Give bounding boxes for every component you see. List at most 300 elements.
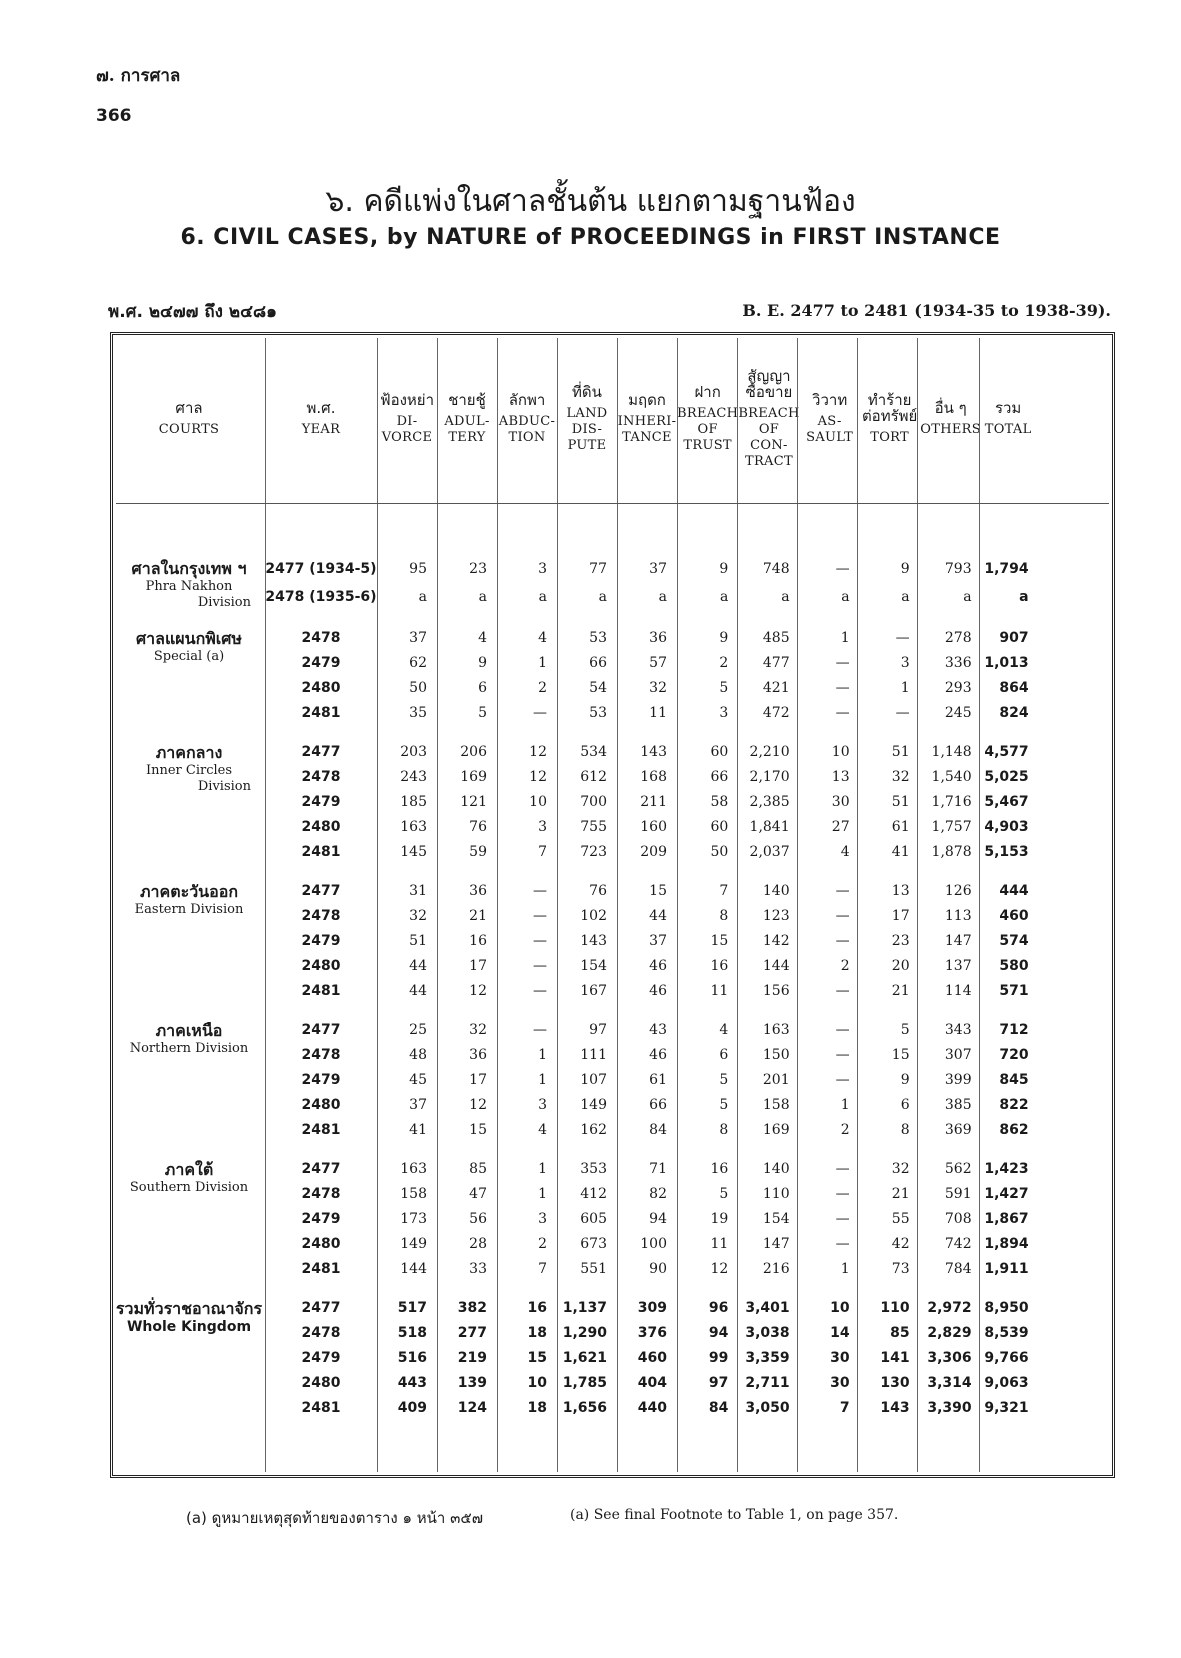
value-cell: 15 [710, 932, 729, 949]
total-cell: 1,867 [984, 1210, 1029, 1227]
year-cell: 2478 [301, 907, 341, 924]
value-cell: 37 [649, 561, 667, 577]
value-cell: 21 [469, 907, 487, 924]
value-cell: 382 [457, 1299, 487, 1316]
value-cell: 3 [719, 704, 729, 721]
total-cell: 8,950 [984, 1299, 1029, 1316]
court-name-thai: ภาคเหนือ [155, 1021, 223, 1040]
value-cell: 30 [830, 1374, 850, 1391]
total-cell: 862 [999, 1121, 1029, 1138]
value-cell: 12 [710, 1260, 729, 1277]
court-name-thai: ภาคตะวันออก [139, 882, 239, 901]
value-cell: 2,037 [749, 843, 790, 860]
table-grid [113, 335, 1035, 1420]
value-cell: 2,170 [749, 768, 790, 785]
value-cell: 1 [538, 1185, 547, 1202]
spacer-cell [113, 503, 1035, 555]
year-cell: 2481 [301, 1399, 341, 1416]
value-cell: 77 [589, 561, 607, 577]
total-cell: 9,766 [984, 1349, 1029, 1366]
value-cell: 17 [891, 907, 910, 924]
value-cell: 163 [762, 1021, 790, 1038]
total-cell: 1,013 [984, 654, 1029, 671]
value-cell: 158 [400, 1185, 427, 1202]
value-cell: a [658, 589, 667, 605]
value-cell: 36 [649, 629, 667, 646]
value-cell: 2 [538, 679, 547, 696]
value-cell: 55 [891, 1210, 910, 1227]
total-cell: 5,467 [984, 793, 1029, 810]
value-cell: 144 [400, 1260, 427, 1277]
column-header [617, 335, 677, 503]
value-cell: 203 [400, 743, 427, 760]
value-cell: 2,972 [927, 1299, 972, 1316]
group-spacer [113, 725, 1035, 739]
value-cell: 60 [710, 743, 729, 760]
value-cell: 137 [944, 957, 972, 974]
court-name-thai: รวมทั่วราชอาณาจักร [115, 1299, 263, 1318]
value-cell: 517 [397, 1299, 427, 1316]
table-row [113, 625, 1035, 650]
title-thai: ๖. คดีแพ่งในศาลชั้นต้น แยกตามฐานฟ้อง [325, 184, 856, 219]
value-cell: a [781, 589, 790, 605]
value-cell: 56 [469, 1210, 487, 1227]
total-cell: 580 [999, 957, 1029, 974]
table-row [113, 555, 1035, 583]
value-cell: 28 [469, 1235, 487, 1252]
total-cell: 5,153 [984, 843, 1029, 860]
value-cell: 84 [708, 1399, 729, 1416]
total-cell: 1,894 [984, 1235, 1029, 1252]
value-cell: 6 [900, 1096, 910, 1113]
value-cell: 9 [900, 1071, 910, 1088]
court-name-english: Whole Kingdom [126, 1319, 252, 1335]
value-cell: — [533, 882, 547, 899]
value-cell: 5 [719, 679, 729, 696]
column-header-english: ADUL-TERY [444, 414, 490, 445]
value-cell: 1 [840, 1260, 850, 1277]
value-cell: 7 [538, 843, 547, 860]
chapter-heading: ๗. การศาล [96, 66, 181, 86]
value-cell: 76 [469, 818, 487, 835]
value-cell: 243 [400, 768, 427, 785]
value-cell: — [895, 629, 910, 646]
value-cell: 7 [839, 1399, 850, 1416]
value-cell: 8 [719, 1121, 729, 1138]
value-cell: 32 [409, 907, 427, 924]
value-cell: a [418, 589, 427, 605]
value-cell: 3 [538, 1096, 547, 1113]
value-cell: 1,621 [562, 1349, 607, 1366]
value-cell: 141 [880, 1349, 910, 1366]
column-divider [677, 338, 678, 1472]
court-name-english: Inner Circles [145, 763, 233, 778]
value-cell: 110 [880, 1299, 910, 1316]
value-cell: 1,148 [931, 743, 972, 760]
value-cell: 44 [409, 957, 427, 974]
value-cell: 1 [840, 1096, 850, 1113]
group-spacer [113, 611, 1035, 625]
value-cell: 219 [457, 1349, 487, 1366]
column-header-english: YEAR [301, 422, 341, 437]
court-name-english-line2: Division [197, 779, 251, 794]
year-cell: 2481 [301, 1121, 341, 1138]
value-cell: 3,050 [745, 1399, 790, 1416]
value-cell: 591 [944, 1185, 972, 1202]
table-row [113, 1017, 1035, 1042]
value-cell: 158 [762, 1096, 790, 1113]
value-cell: — [835, 882, 850, 899]
value-cell: 376 [637, 1324, 667, 1341]
value-cell: 460 [637, 1349, 667, 1366]
column-header [677, 335, 738, 503]
value-cell: 1,137 [562, 1299, 607, 1316]
value-cell: — [533, 932, 547, 949]
court-name-cell [113, 1295, 265, 1420]
value-cell: 2,711 [745, 1374, 790, 1391]
value-cell: 4 [538, 1121, 547, 1138]
value-cell: 1,540 [931, 768, 972, 785]
value-cell: — [835, 1210, 850, 1227]
year-cell: 2478 [301, 1324, 341, 1341]
value-cell: 156 [762, 982, 790, 999]
value-cell: 41 [409, 1121, 427, 1138]
value-cell: 44 [409, 982, 427, 999]
value-cell: a [841, 589, 850, 605]
value-cell: 33 [469, 1260, 487, 1277]
value-cell: 13 [891, 882, 910, 899]
value-cell: 421 [762, 679, 790, 696]
value-cell: 2,385 [749, 793, 790, 810]
value-cell: 43 [649, 1021, 667, 1038]
value-cell: a [538, 589, 547, 605]
value-cell: — [835, 1046, 850, 1063]
court-name-english: Phra Nakhon [145, 579, 233, 594]
value-cell: 66 [649, 1096, 667, 1113]
value-cell: 85 [469, 1160, 487, 1177]
column-header-thai: มฤดก [628, 391, 666, 409]
value-cell: 605 [580, 1210, 607, 1227]
value-cell: 110 [762, 1185, 790, 1202]
year-cell: 2480 [301, 818, 341, 835]
column-header [982, 335, 1035, 503]
value-cell: 3,359 [745, 1349, 790, 1366]
value-cell: — [835, 1235, 850, 1252]
value-cell: 3,401 [745, 1299, 790, 1316]
court-name-english: Southern Division [129, 1180, 249, 1195]
value-cell: 518 [397, 1324, 427, 1341]
total-cell: 4,577 [984, 743, 1029, 760]
column-divider [377, 338, 378, 1472]
value-cell: 60 [710, 818, 729, 835]
value-cell: 10 [830, 1299, 850, 1316]
value-cell: 399 [944, 1071, 972, 1088]
value-cell: 562 [944, 1160, 972, 1177]
value-cell: 201 [762, 1071, 790, 1088]
column-divider [857, 338, 858, 1472]
value-cell: 31 [409, 882, 427, 899]
value-cell: 99 [708, 1349, 729, 1366]
column-header-thai: พ.ศ. [306, 399, 336, 417]
value-cell: 123 [762, 907, 790, 924]
value-cell: 140 [762, 1160, 790, 1177]
group-spacer [113, 503, 1035, 555]
court-name-english: Special (a) [153, 649, 225, 664]
court-name-thai: ศาลในกรุงเทพ ฯ [131, 559, 247, 578]
column-header-thai: ที่ดิน [572, 383, 602, 401]
court-name-cell [113, 625, 265, 725]
value-cell: 477 [762, 654, 790, 671]
court-name-english: Eastern Division [134, 902, 244, 917]
value-cell: 143 [640, 743, 667, 760]
value-cell: 404 [637, 1374, 667, 1391]
value-cell: 3 [538, 818, 547, 835]
column-header [800, 335, 860, 503]
value-cell: 25 [409, 1021, 427, 1038]
column-header-english: INHERI-TANCE [617, 414, 677, 445]
value-cell: 10 [527, 1374, 547, 1391]
column-header [557, 335, 617, 503]
value-cell: 742 [944, 1235, 972, 1252]
footnote-thai: (a) ดูหมายเหตุสุดท้ายของตาราง ๑ หน้า ๓๕๗ [186, 1509, 483, 1527]
total-cell: 460 [999, 907, 1029, 924]
value-cell: 46 [649, 1046, 667, 1063]
total-cell: 5,025 [984, 768, 1029, 785]
table-row [113, 739, 1035, 764]
value-cell: 784 [944, 1260, 972, 1277]
column-header [377, 335, 437, 503]
value-cell: — [835, 1185, 850, 1202]
column-divider [557, 338, 558, 1472]
table-body [113, 503, 1035, 1420]
value-cell: 6 [719, 1046, 729, 1063]
value-cell: 97 [589, 1021, 607, 1038]
value-cell: 23 [469, 561, 487, 577]
value-cell: 50 [409, 679, 427, 696]
year-cell: 2480 [301, 957, 341, 974]
value-cell: 12 [529, 768, 547, 785]
value-cell: 277 [457, 1324, 487, 1341]
column-header-english: OTHERS [920, 422, 981, 437]
value-cell: — [533, 982, 547, 999]
value-cell: 51 [409, 932, 427, 949]
value-cell: 59 [469, 843, 487, 860]
value-cell: 142 [762, 932, 790, 949]
total-cell: 1,911 [984, 1260, 1029, 1277]
value-cell: 50 [710, 843, 729, 860]
year-cell: 2481 [301, 704, 341, 721]
table-row [113, 878, 1035, 903]
value-cell: — [835, 679, 850, 696]
court-name-thai: ภาคกลาง [155, 743, 223, 762]
value-cell: 61 [891, 818, 910, 835]
value-cell: 82 [649, 1185, 667, 1202]
total-cell: 444 [999, 882, 1029, 899]
year-cell: 2478 [301, 629, 341, 646]
year-cell: 2479 [301, 1210, 341, 1227]
value-cell: 3 [900, 654, 910, 671]
spacer-cell [113, 725, 1035, 739]
value-cell: 472 [762, 704, 790, 721]
year-cell: 2479 [301, 932, 341, 949]
spacer-cell [113, 611, 1035, 625]
year-cell: 2479 [301, 654, 341, 671]
value-cell: 534 [580, 743, 607, 760]
year-cell: 2478 (1935-6) [265, 589, 377, 605]
value-cell: 9 [719, 629, 729, 646]
value-cell: 62 [409, 654, 427, 671]
value-cell: 16 [710, 957, 729, 974]
column-header [113, 335, 265, 503]
column-header-english: BREACH OF CON-TRACT [738, 406, 800, 469]
value-cell: 612 [580, 768, 607, 785]
spacer-cell [113, 1281, 1035, 1295]
value-cell: 10 [529, 793, 547, 810]
table-row [113, 1295, 1035, 1320]
value-cell: 10 [831, 743, 850, 760]
value-cell: 3,314 [927, 1374, 972, 1391]
value-cell: 95 [409, 561, 427, 577]
value-cell: 793 [944, 561, 972, 577]
title-english: 6. CIVIL CASES, by NATURE of PROCEEDINGS in FIRST INSTANCE [180, 225, 1001, 250]
column-header-english: TOTAL [984, 422, 1032, 437]
value-cell: 163 [400, 1160, 427, 1177]
group-spacer [113, 1003, 1035, 1017]
court-name-thai: ศาลแผนกพิเศษ [136, 629, 242, 648]
value-cell: — [835, 561, 850, 577]
value-cell: 5 [900, 1021, 910, 1038]
value-cell: 12 [469, 1096, 487, 1113]
value-cell: 58 [710, 793, 729, 810]
value-cell: 4 [478, 629, 487, 646]
value-cell: 11 [649, 704, 667, 721]
value-cell: a [478, 589, 487, 605]
column-header-english: AS-SAULT [806, 414, 854, 445]
value-cell: 185 [400, 793, 427, 810]
value-cell: 3,306 [927, 1349, 972, 1366]
value-cell: 440 [637, 1399, 667, 1416]
column-header-thai: ฝาก [694, 383, 721, 401]
value-cell: 21 [891, 1185, 910, 1202]
value-cell: 18 [527, 1399, 547, 1416]
value-cell: 121 [460, 793, 487, 810]
year-cell: 2480 [301, 679, 341, 696]
value-cell: 169 [460, 768, 487, 785]
value-cell: — [835, 654, 850, 671]
year-cell: 2480 [301, 1374, 341, 1391]
value-cell: 2 [719, 654, 729, 671]
value-cell: 485 [762, 629, 790, 646]
value-cell: — [533, 957, 547, 974]
column-header-english: COURTS [158, 422, 220, 437]
column-header-english: ABDUC-TION [498, 414, 556, 445]
total-cell: 571 [999, 982, 1029, 999]
court-name-english-line2: Division [197, 595, 251, 610]
total-cell: 574 [999, 932, 1029, 949]
value-cell: 1,290 [562, 1324, 607, 1341]
year-cell: 2479 [301, 793, 341, 810]
value-cell: 385 [944, 1096, 972, 1113]
value-cell: 9 [478, 654, 487, 671]
value-cell: 144 [762, 957, 790, 974]
column-header [920, 335, 982, 503]
value-cell: 76 [589, 882, 607, 899]
value-cell: 1,716 [931, 793, 972, 810]
value-cell: 71 [649, 1160, 667, 1177]
value-cell: 169 [762, 1121, 790, 1138]
value-cell: 97 [708, 1374, 729, 1391]
value-cell: — [835, 704, 850, 721]
header-divider [116, 503, 1109, 504]
value-cell: 21 [891, 982, 910, 999]
value-cell: 723 [580, 843, 607, 860]
value-cell: — [835, 907, 850, 924]
year-cell: 2478 [301, 1046, 341, 1063]
value-cell: a [719, 589, 729, 605]
column-header-thai: ศาล [175, 399, 203, 417]
value-cell: 8 [719, 907, 729, 924]
value-cell: 149 [400, 1235, 427, 1252]
court-name-thai: ภาคใต้ [164, 1160, 214, 1179]
value-cell: a [901, 589, 910, 605]
page-number: 366 [96, 106, 132, 126]
period-english: B. E. 2477 to 2481 (1934-35 to 1938-39). [742, 301, 1111, 320]
total-cell: 9,063 [984, 1374, 1029, 1391]
value-cell: 44 [649, 907, 667, 924]
value-cell: 30 [831, 793, 850, 810]
value-cell: 12 [469, 982, 487, 999]
column-header-thai: ฟ้องหย่า [379, 391, 435, 409]
value-cell: 5 [719, 1071, 729, 1088]
value-cell: 85 [890, 1324, 910, 1341]
group-spacer [113, 1142, 1035, 1156]
column-header [265, 335, 377, 503]
value-cell: 1,785 [562, 1374, 607, 1391]
value-cell: 51 [891, 743, 910, 760]
value-cell: 4 [538, 629, 547, 646]
value-cell: 23 [891, 932, 910, 949]
total-cell: 8,539 [984, 1324, 1029, 1341]
value-cell: 443 [397, 1374, 427, 1391]
year-cell: 2479 [301, 1071, 341, 1088]
value-cell: 143 [580, 932, 607, 949]
group-spacer [113, 1281, 1035, 1295]
column-header-thai: ทำร้ายต่อทรัพย์ [861, 391, 918, 425]
value-cell: — [835, 1071, 850, 1088]
value-cell: — [835, 932, 850, 949]
total-cell: 822 [999, 1096, 1029, 1113]
value-cell: 369 [944, 1121, 972, 1138]
column-divider [917, 338, 918, 1472]
value-cell: 412 [580, 1185, 607, 1202]
table-row [113, 1156, 1035, 1181]
year-cell: 2480 [301, 1096, 341, 1113]
value-cell: 708 [944, 1210, 972, 1227]
footnote-english: (a) See final Footnote to Table 1, on page 357. [570, 1507, 899, 1523]
value-cell: 293 [944, 679, 972, 696]
value-cell: 5 [719, 1096, 729, 1113]
value-cell: 1,878 [931, 843, 972, 860]
value-cell: 409 [397, 1399, 427, 1416]
value-cell: 100 [640, 1235, 667, 1252]
total-cell: 864 [999, 679, 1029, 696]
value-cell: 53 [589, 629, 607, 646]
value-cell: — [835, 1160, 850, 1177]
value-cell: 1 [538, 1160, 547, 1177]
year-cell: 2477 [301, 1021, 341, 1038]
column-header [860, 335, 920, 503]
value-cell: — [533, 704, 547, 721]
